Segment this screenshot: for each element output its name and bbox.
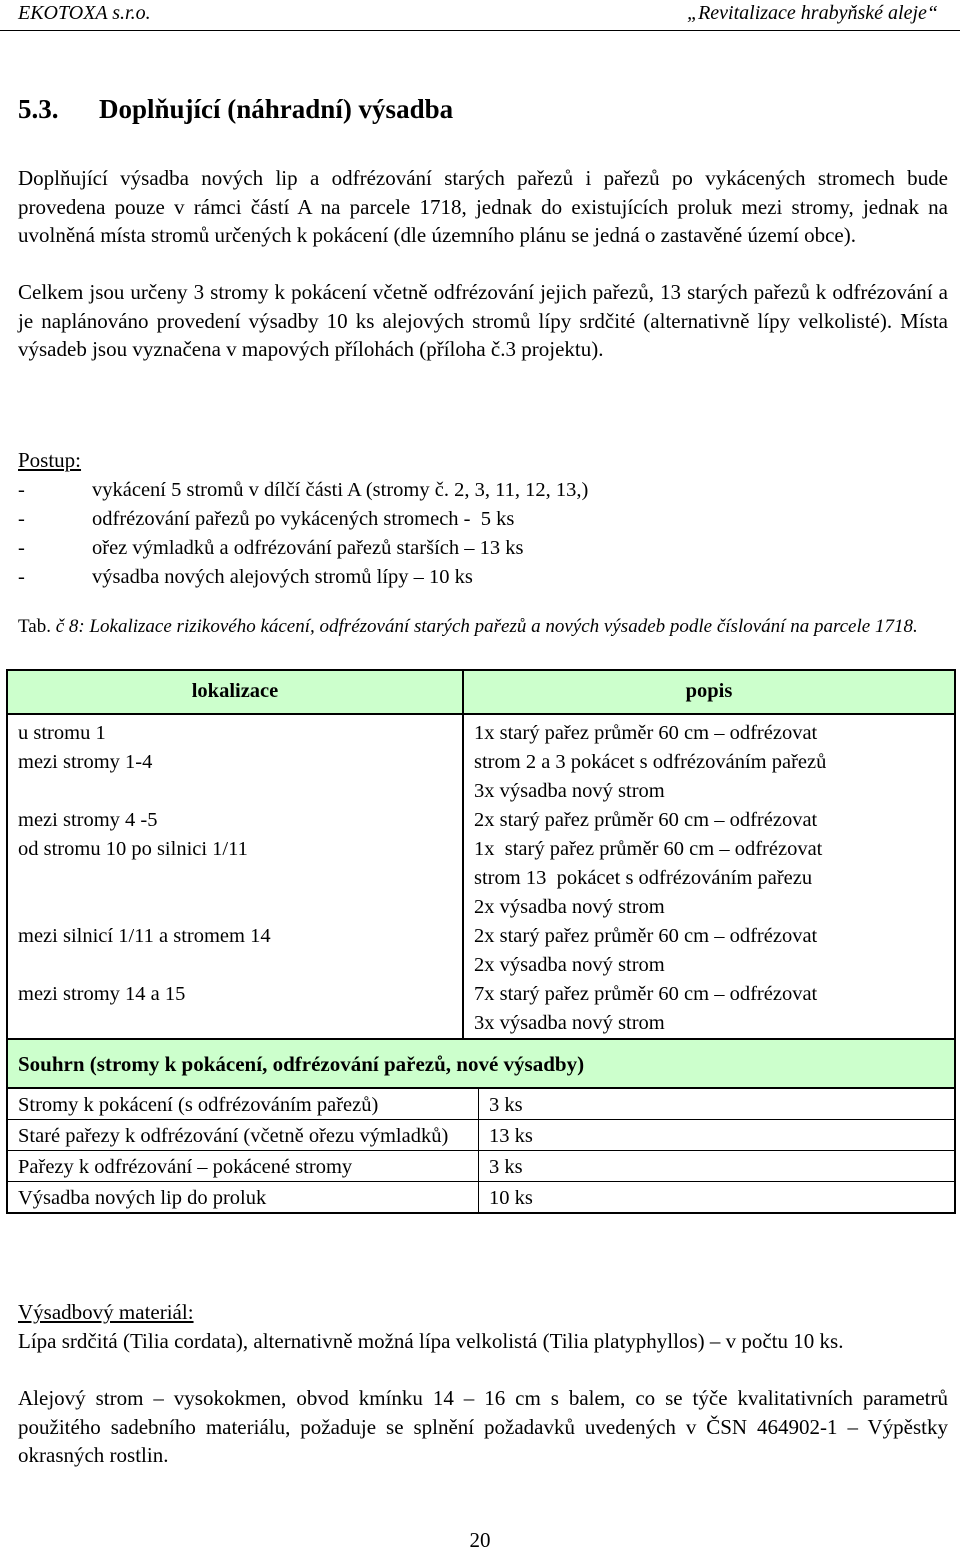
- section-heading: [18, 94, 453, 125]
- material-label: Výsadbový materiál:: [18, 1300, 194, 1324]
- page-number: 20: [469, 1528, 491, 1552]
- page-header: [0, 0, 960, 31]
- table-caption: Tab. č 8: Lokalizace rizikového kácení, odfrézování starých pařezů a nových výsadeb podle číslování na parcele 1718.: [18, 616, 918, 637]
- postup-label: Postup:: [18, 448, 82, 472]
- table-row: Výsadba nových lip do proluk 10 ks: [8, 1182, 954, 1213]
- table-row: mezi stromy 14 a 15 7x starý pařez průměr 60 cm – odfrézovat 3x výsadba nový strom: [7, 980, 955, 1043]
- table-row: mezi stromy 1-4 strom 2 a 3 pokácet s odfrézováním pařezů 3x výsadba nový strom: [7, 748, 955, 806]
- table-row: Staré pařezy k odfrézování (včetně ořezu výmladků) 13 ks: [8, 1120, 954, 1151]
- material-text-2: Alejový strom – vysokokmen, obvod kmínku 14 – 16 cm s balem, co se týče kvalitativních parametrů použitého sadebního materiálu, požaduje se splnění požadavků uvedených v ČSN 464902-1 – Výpěstky okrasných rostlin.: [18, 1386, 948, 1467]
- material-text-1: Lípa srdčitá (Tilia cordata), alternativně možná lípa velkolistá (Tilia platyphyllos) – v počtu 10 ks.: [18, 1329, 844, 1353]
- table-header-row: [7, 670, 955, 714]
- list-item: - vykácení 5 stromů v dílčí části A (stromy č. 2, 3, 11, 12, 13,): [18, 479, 589, 501]
- list-item: - odfrézování pařezů po vykácených stromech - 5 ks: [18, 508, 515, 530]
- list-item: - ořez výmladků a odfrézování pařezů starších – 13 ks: [18, 537, 524, 559]
- table-row: u stromu 1 1x starý pařez průměr 60 cm – odfrézovat: [7, 714, 955, 748]
- project-name: „Revitalizace hrabyňské aleje“: [686, 2, 938, 24]
- summary-paragraph: Celkem jsou určeny 3 stromy k pokácení včetně odfrézování jejich pařezů, 13 starých pařezů k odfrézování a je naplánováno provedení výsadby 10 ks alejových stromů lípy srdčité (alternativně lípy velkolisté). Místa výsadeb jsou vyznačena v mapových přílohách (příloha č.3 projektu).: [18, 280, 948, 361]
- postup-steps: [18, 476, 588, 592]
- column-header-popis: popis: [463, 670, 955, 714]
- list-item: - výsadba nových alejových stromů lípy – 10 ks: [18, 566, 473, 588]
- company-name: EKOTOXA s.r.o.: [18, 2, 151, 24]
- table-row: Stromy k pokácení (s odfrézováním pařezů) 3 ks: [8, 1089, 954, 1120]
- table-row: Pařezy k odfrézování – pokácené stromy 3 ks: [8, 1151, 954, 1182]
- summary-title: Souhrn (stromy k pokácení, odfrézování pařezů, nové výsadby): [8, 1040, 954, 1089]
- section-title: Doplňující (náhradní) výsadba: [99, 94, 454, 124]
- table-row: mezi silnicí 1/11 a stromem 14 2x starý pařez průměr 60 cm – odfrézovat 2x výsadba nový strom: [7, 922, 955, 980]
- table-row: od stromu 10 po silnici 1/11 1x starý pařez průměr 60 cm – odfrézovat strom 13 pokácet s odfrézováním pařezu 2x výsadba nový strom: [7, 835, 955, 922]
- summary-table: [6, 1038, 956, 1214]
- localization-table: [6, 669, 956, 1044]
- table-row: mezi stromy 4 -5 2x starý pařez průměr 60 cm – odfrézovat: [7, 806, 955, 835]
- column-header-lokalizace: lokalizace: [7, 670, 463, 714]
- section-number: 5.3.: [18, 94, 59, 124]
- intro-paragraph: Doplňující výsadba nových lip a odfrézování starých pařezů i pařezů po vykácených stromech bude provedena pouze v rámci částí A na parcele 1718, jednak do existujících proluk mezi stromy, jednak na uvolněná místa stromů určených k pokácení (dle územního plánu se jedná o zastavěné území obce).: [18, 166, 948, 247]
